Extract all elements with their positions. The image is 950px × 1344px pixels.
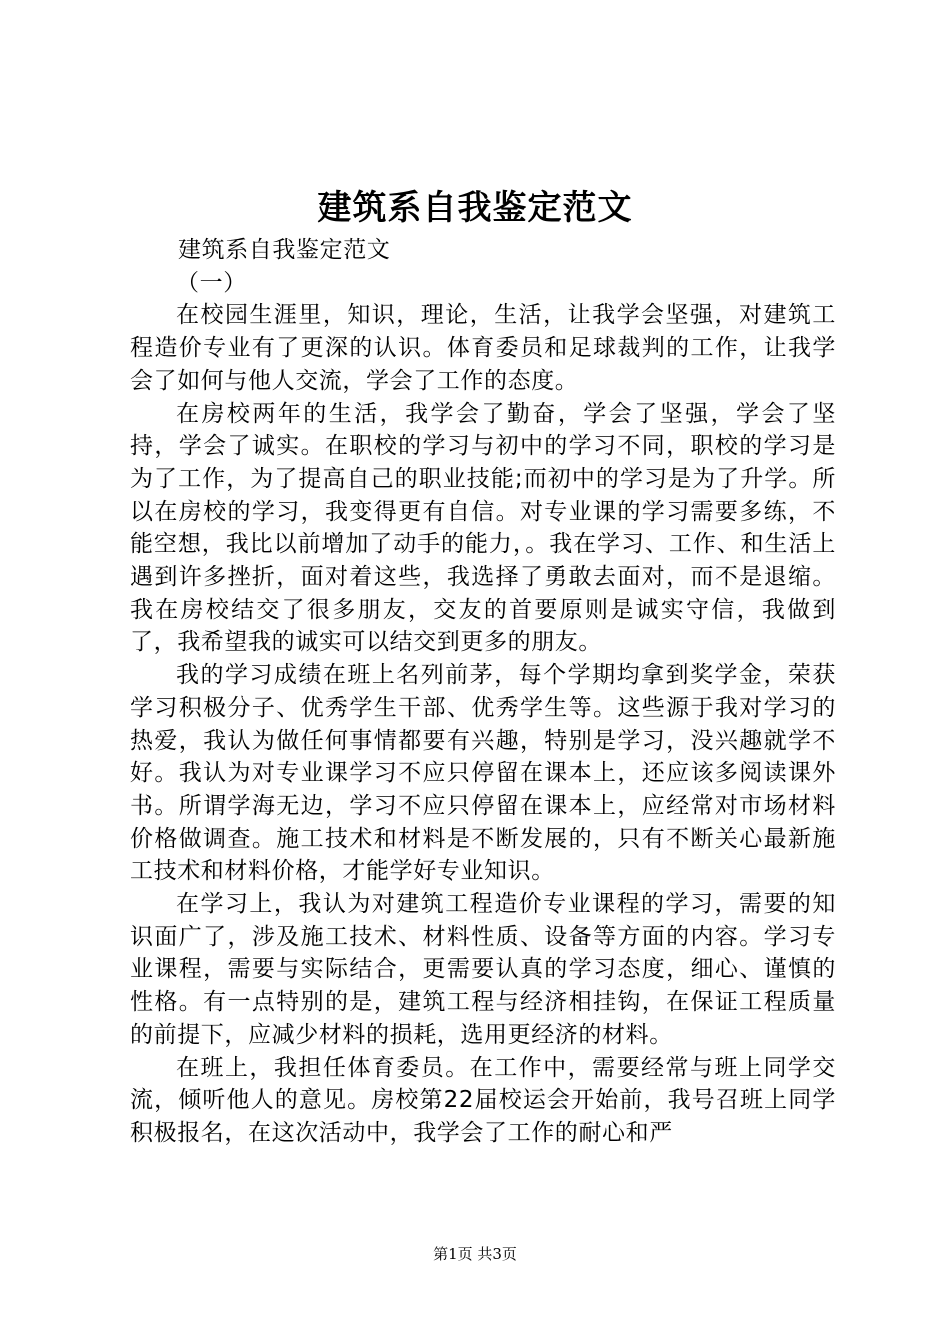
section-label: （一）	[176, 269, 247, 296]
paragraph: 在学习上，我认为对建筑工程造价专业课程的学习，需要的知识面广了，涉及施工技术、材料性质、设备等方面的内容。学习专业课程，需要与实际结合，更需要认真的学习态度，细心、谨慎的性格。有一点特别的是，建筑工程与经济相挂钩，在保证工程质量的前提下，应减少材料的损耗，选用更经济的材料。	[130, 891, 836, 1048]
paragraph: 在班上，我担任体育委员。在工作中，需要经常与班上同学交流，倾听他人的意见。房校第22届校运会开始前，我号召班上同学积极报名，在这次活动中，我学会了工作的耐心和严	[130, 1054, 836, 1146]
page-footer: 第1页 共3页	[433, 1245, 517, 1263]
paragraph: 我的学习成绩在班上名列前茅，每个学期均拿到奖学金，荣获学习积极分子、优秀学生干部、优秀学生等。这些源于我对学习的热爱，我认为做任何事情都要有兴趣，特别是学习，没兴趣就学不好。我认为对专业课学习不应只停留在课本上，还应该多阅读课外书。所谓学海无边，学习不应只停留在课本上，应经常对市场材料价格做调查。施工技术和材料是不断发展的，只有不断关心最新施工技术和材料价格，才能学好专业知识。	[130, 662, 836, 885]
document-body	[130, 234, 836, 1150]
page-title: 建筑系自我鉴定范文	[317, 188, 633, 228]
paragraph: 在房校两年的生活，我学会了勤奋，学会了坚强，学会了坚持，学会了诚实。在职校的学习与初中的学习不同，职校的学习是为了工作，为了提高自己的职业技能;而初中的学习是为了升学。所以在房校的学习，我变得更有自信。对专业课的学习需要多练，不能空想，我比以前增加了动手的能力，。我在学习、工作、和生活上遇到许多挫折，面对着这些，我选择了勇敢去面对，而不是退缩。我在房校结交了很多朋友，交友的首要原则是诚实守信，我做到了，我希望我的诚实可以结交到更多的朋友。	[130, 400, 836, 656]
paragraph: 在校园生涯里，知识，理论，生活，让我学会坚强，对建筑工程造价专业有了更深的认识。体育委员和足球裁判的工作，让我学会了如何与他人交流，学会了工作的态度。	[130, 302, 836, 394]
document-subtitle: 建筑系自我鉴定范文	[178, 237, 391, 263]
